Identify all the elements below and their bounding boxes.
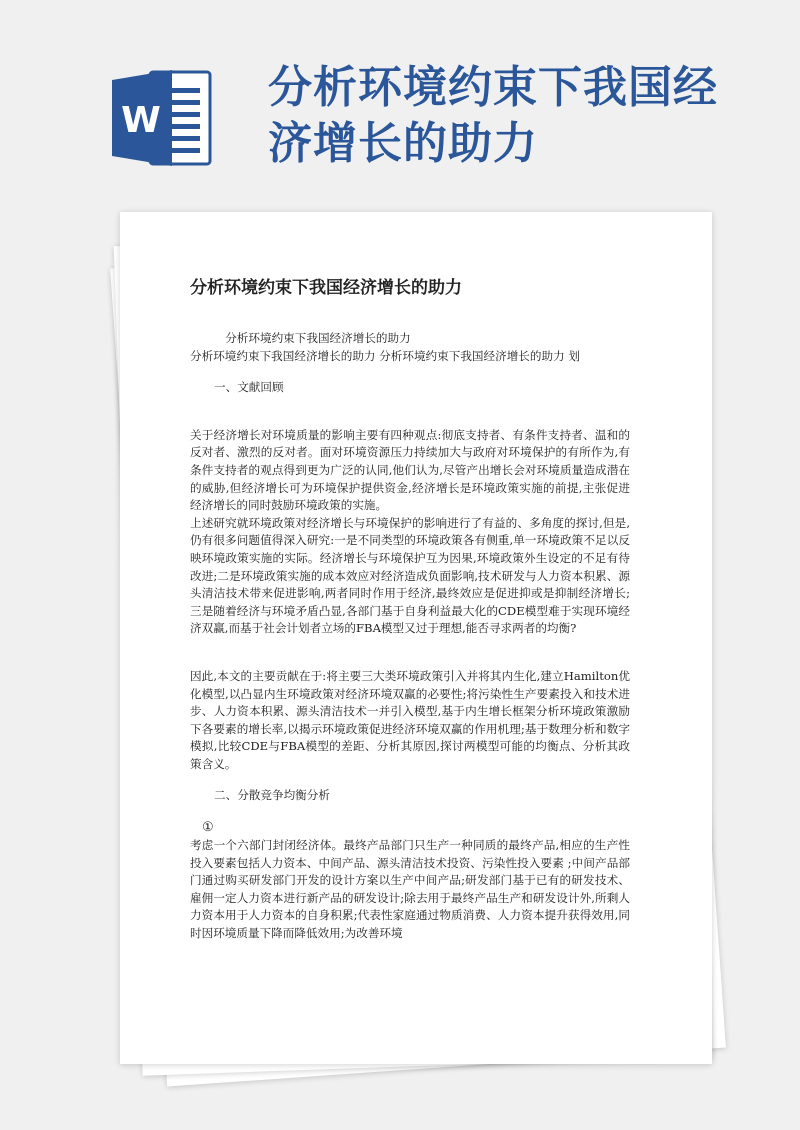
document-body <box>190 276 630 943</box>
document-title: 分析环境约束下我国经济增长的助力 <box>190 278 462 298</box>
paragraph: 因此,本文的主要贡献在于:将主要三大类环境政策引入并将其内生化,建立Hamilton优化模型,以凸显内生环境政策对经济环境双赢的必要性;将污染性生产要素投入和技术进步、人力资本积累、源头清洁技术一并引入模型,基于内生增长框架分析环境政策激励下各要素的增长率,以揭示环境政策促进经济环境双赢的作用机理;基于数理分析和数字模拟,比较CDE与FBA模型的差距、分析其原因,探讨两模型可能的均衡点、分析其政策含义。 <box>190 668 630 771</box>
word-document-icon <box>110 66 214 170</box>
paragraph: 关于经济增长对环境质量的影响主要有四种观点:彻底支持者、有条件支持者、温和的反对者、激烈的反对者。面对环境资源压力持续加大与政府对环境保护的有所作为,有条件支持者的观点得到更为广泛的认同,他们认为,尽管产出增长会对环境质量造成潜在的威胁,但经济增长可为环境保护提供资金,经济增长是环境政策实施的前提,主张促进经济增长的同时鼓励环境政策的实施。 <box>190 427 630 513</box>
paragraph: 上述研究就环境政策对经济增长与环境保护的影响进行了有益的、多角度的探讨,但是,仍有很多问题值得深入研究:一是不同类型的环境政策各有侧重,单一环境政策不足以反映环境政策实施的实际。经济增长与环境保护互为因果,环境政策外生设定的不足有待改进;二是环境政策实施的成本效应对经济造成负面影响,技术研发与人力资本积累、源头清洁技术带来促进影响,两者同时作用于经济,最终效应是促进抑或是抑制经济增长;三是随着经济与环境矛盾凸显,各部门基于自身利益最大化的CDE模型难于实现环境经济双赢,而基于社会计划者立场的FBA模型又过于理想,能否寻求两者的均衡? <box>190 515 630 636</box>
list-marker: ① <box>202 820 214 836</box>
intro-line: 分析环境约束下我国经济增长的助力 <box>225 331 411 345</box>
banner-title: 分析环境约束下我国经济增长的助力 <box>268 62 718 169</box>
document-page <box>120 212 712 1064</box>
section-heading: 二、分散竞争均衡分析 <box>214 788 330 803</box>
section-heading: 一、文献回顾 <box>214 380 284 395</box>
banner <box>0 0 800 200</box>
paragraph: 考虑一个六部门封闭经济体。最终产品部门只生产一种同质的最终产品,相应的生产性投入要素包括人力资本、中间产品、源头清洁技术投资、污染性投入要素 ;中间产品部门通过购买研发部门开发的设计方案以生产中间产品;研发部门基于已有的研发技术、雇佣一定人力资本进行新产品的研发设计;除去用于最终产品生产和研发设计外,所剩人力资本用于人力资本的自身积累;代表性家庭通过物质消费、人力资本提升获得效用,同时因环境质量下降而降低效用;为改善环境 <box>190 838 630 941</box>
svg-text:W: W <box>121 100 161 141</box>
intro-line: 分析环境约束下我国经济增长的助力 分析环境约束下我国经济增长的助力 划 <box>190 348 580 363</box>
